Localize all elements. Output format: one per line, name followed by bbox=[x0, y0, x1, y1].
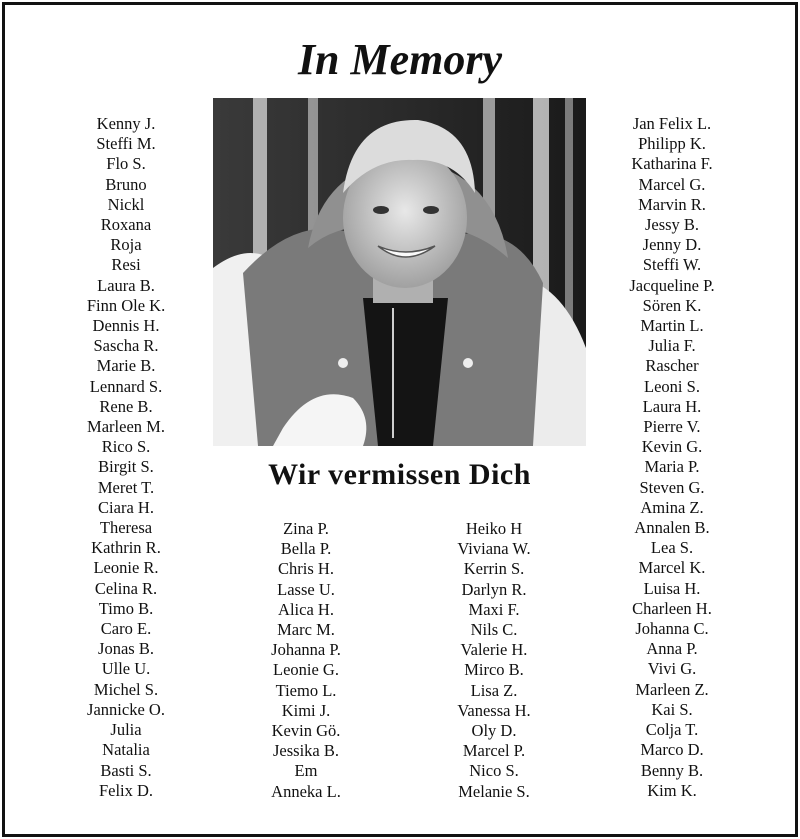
name-entry: Leonie R. bbox=[93, 558, 159, 578]
name-entry: Luisa H. bbox=[643, 578, 701, 598]
name-entry: Jessy B. bbox=[644, 215, 700, 235]
name-entry: Chris H. bbox=[278, 559, 334, 579]
name-entry: Heiko H bbox=[465, 519, 523, 538]
name-entry: Basti S. bbox=[100, 760, 152, 780]
name-entry: Em bbox=[294, 761, 318, 781]
name-entry: Kimi J. bbox=[281, 700, 331, 720]
name-entry: Steven G. bbox=[639, 477, 705, 497]
name-entry: Kenny J. bbox=[96, 114, 156, 133]
name-entry: Marcel P. bbox=[462, 741, 526, 761]
name-entry: Finn Ole K. bbox=[86, 295, 166, 315]
name-entry: Zina P. bbox=[283, 519, 329, 538]
portrait-photo bbox=[213, 98, 586, 446]
name-entry: Melanie S. bbox=[458, 781, 530, 801]
name-entry: Flo S. bbox=[106, 154, 146, 174]
name-entry: Resi bbox=[111, 255, 141, 275]
name-entry: Philipp K. bbox=[638, 134, 706, 154]
name-entry: Anna P. bbox=[646, 639, 698, 659]
name-entry: Kevin G. bbox=[641, 437, 703, 457]
name-entry: Rico S. bbox=[101, 437, 151, 457]
name-entry: Celina R. bbox=[94, 578, 158, 598]
names-column-middle-left bbox=[236, 519, 376, 802]
name-entry: Marcel K. bbox=[638, 558, 706, 578]
name-entry: Bella P. bbox=[280, 539, 332, 559]
name-entry: Kim K. bbox=[647, 780, 697, 800]
name-entry: Caro E. bbox=[100, 619, 152, 639]
name-entry: Michel S. bbox=[93, 679, 159, 699]
name-entry: Julia bbox=[110, 720, 142, 740]
name-entry: Pierre V. bbox=[643, 417, 701, 437]
subtitle: Wir vermissen Dich bbox=[268, 458, 531, 491]
name-entry: Bruno bbox=[105, 174, 147, 194]
name-entry: Valerie H. bbox=[460, 640, 528, 660]
name-entry: Roja bbox=[110, 235, 142, 255]
name-entry: Johanna C. bbox=[635, 619, 709, 639]
name-entry: Nils C. bbox=[470, 620, 518, 640]
name-entry: Lasse U. bbox=[277, 579, 335, 599]
name-entry: Jenny D. bbox=[642, 235, 702, 255]
name-entry: Roxana bbox=[100, 215, 152, 235]
names-column-right bbox=[608, 114, 736, 801]
name-entry: Ciara H. bbox=[98, 497, 154, 517]
name-entry: Lennard S. bbox=[89, 376, 163, 396]
portrait-photo-icon bbox=[213, 98, 586, 446]
name-entry: Laura H. bbox=[642, 396, 702, 416]
page-title: In Memory bbox=[297, 35, 503, 84]
name-entry: Vanessa H. bbox=[457, 700, 531, 720]
name-entry: Natalia bbox=[102, 740, 150, 760]
name-entry: Kai S. bbox=[651, 699, 693, 719]
name-entry: Dennis H. bbox=[92, 316, 160, 336]
names-column-middle-right bbox=[424, 519, 564, 802]
name-entry: Maria P. bbox=[644, 457, 700, 477]
name-entry: Maxi F. bbox=[468, 599, 520, 619]
name-entry: Laura B. bbox=[97, 275, 155, 295]
name-entry: Colja T. bbox=[645, 720, 699, 740]
name-entry: Kevin Gö. bbox=[271, 721, 341, 741]
name-entry: Marvin R. bbox=[638, 194, 706, 214]
name-entry: Kerrin S. bbox=[463, 559, 525, 579]
name-entry: Jessika B. bbox=[273, 741, 339, 761]
name-entry: Marco D. bbox=[640, 740, 704, 760]
name-entry: Viviana W. bbox=[457, 539, 531, 559]
name-entry: Kathrin R. bbox=[91, 538, 161, 558]
name-entry: Benny B. bbox=[640, 760, 704, 780]
name-entry: Sören K. bbox=[642, 295, 702, 315]
name-entry: Rene B. bbox=[99, 396, 153, 416]
name-entry: Sascha R. bbox=[93, 336, 159, 356]
name-entry: Katharina F. bbox=[631, 154, 713, 174]
name-entry: Jacqueline P. bbox=[629, 275, 715, 295]
name-entry: Ulle U. bbox=[101, 659, 151, 679]
name-entry: Julia F. bbox=[648, 336, 696, 356]
names-column-left bbox=[62, 114, 190, 801]
name-entry: Theresa bbox=[99, 518, 153, 538]
name-entry: Darlyn R. bbox=[461, 579, 527, 599]
name-entry: Tiemo L. bbox=[275, 680, 337, 700]
name-entry: Anneka L. bbox=[271, 781, 341, 801]
name-entry: Annalen B. bbox=[634, 518, 710, 538]
name-entry: Marc M. bbox=[277, 620, 335, 640]
name-entry: Marleen Z. bbox=[635, 679, 709, 699]
name-entry: Jannicke O. bbox=[87, 699, 165, 719]
name-entry: Leoni S. bbox=[644, 376, 700, 396]
name-entry: Marleen M. bbox=[87, 417, 165, 437]
name-entry: Rascher bbox=[645, 356, 699, 376]
name-entry: Marcel G. bbox=[638, 174, 706, 194]
name-entry: Steffi M. bbox=[96, 134, 156, 154]
name-entry: Martin L. bbox=[640, 316, 704, 336]
name-entry: Leonie G. bbox=[273, 660, 339, 680]
name-entry: Birgit S. bbox=[98, 457, 154, 477]
name-entry: Oly D. bbox=[471, 721, 517, 741]
name-entry: Felix D. bbox=[98, 780, 154, 800]
name-entry: Marie B. bbox=[96, 356, 156, 376]
name-entry: Alica H. bbox=[278, 599, 334, 619]
name-entry: Vivi G. bbox=[647, 659, 697, 679]
name-entry: Steffi W. bbox=[642, 255, 702, 275]
name-entry: Jonas B. bbox=[98, 639, 154, 659]
name-entry: Amina Z. bbox=[640, 497, 704, 517]
name-entry: Lea S. bbox=[650, 538, 694, 558]
name-entry: Nickl bbox=[107, 194, 145, 214]
name-entry: Meret T. bbox=[97, 477, 155, 497]
name-entry: Jan Felix L. bbox=[632, 114, 712, 133]
name-entry: Lisa Z. bbox=[470, 680, 518, 700]
name-entry: Timo B. bbox=[98, 598, 154, 618]
name-entry: Mirco B. bbox=[464, 660, 524, 680]
name-entry: Nico S. bbox=[469, 761, 519, 781]
name-entry: Charleen H. bbox=[632, 598, 712, 618]
name-entry: Johanna P. bbox=[271, 640, 341, 660]
